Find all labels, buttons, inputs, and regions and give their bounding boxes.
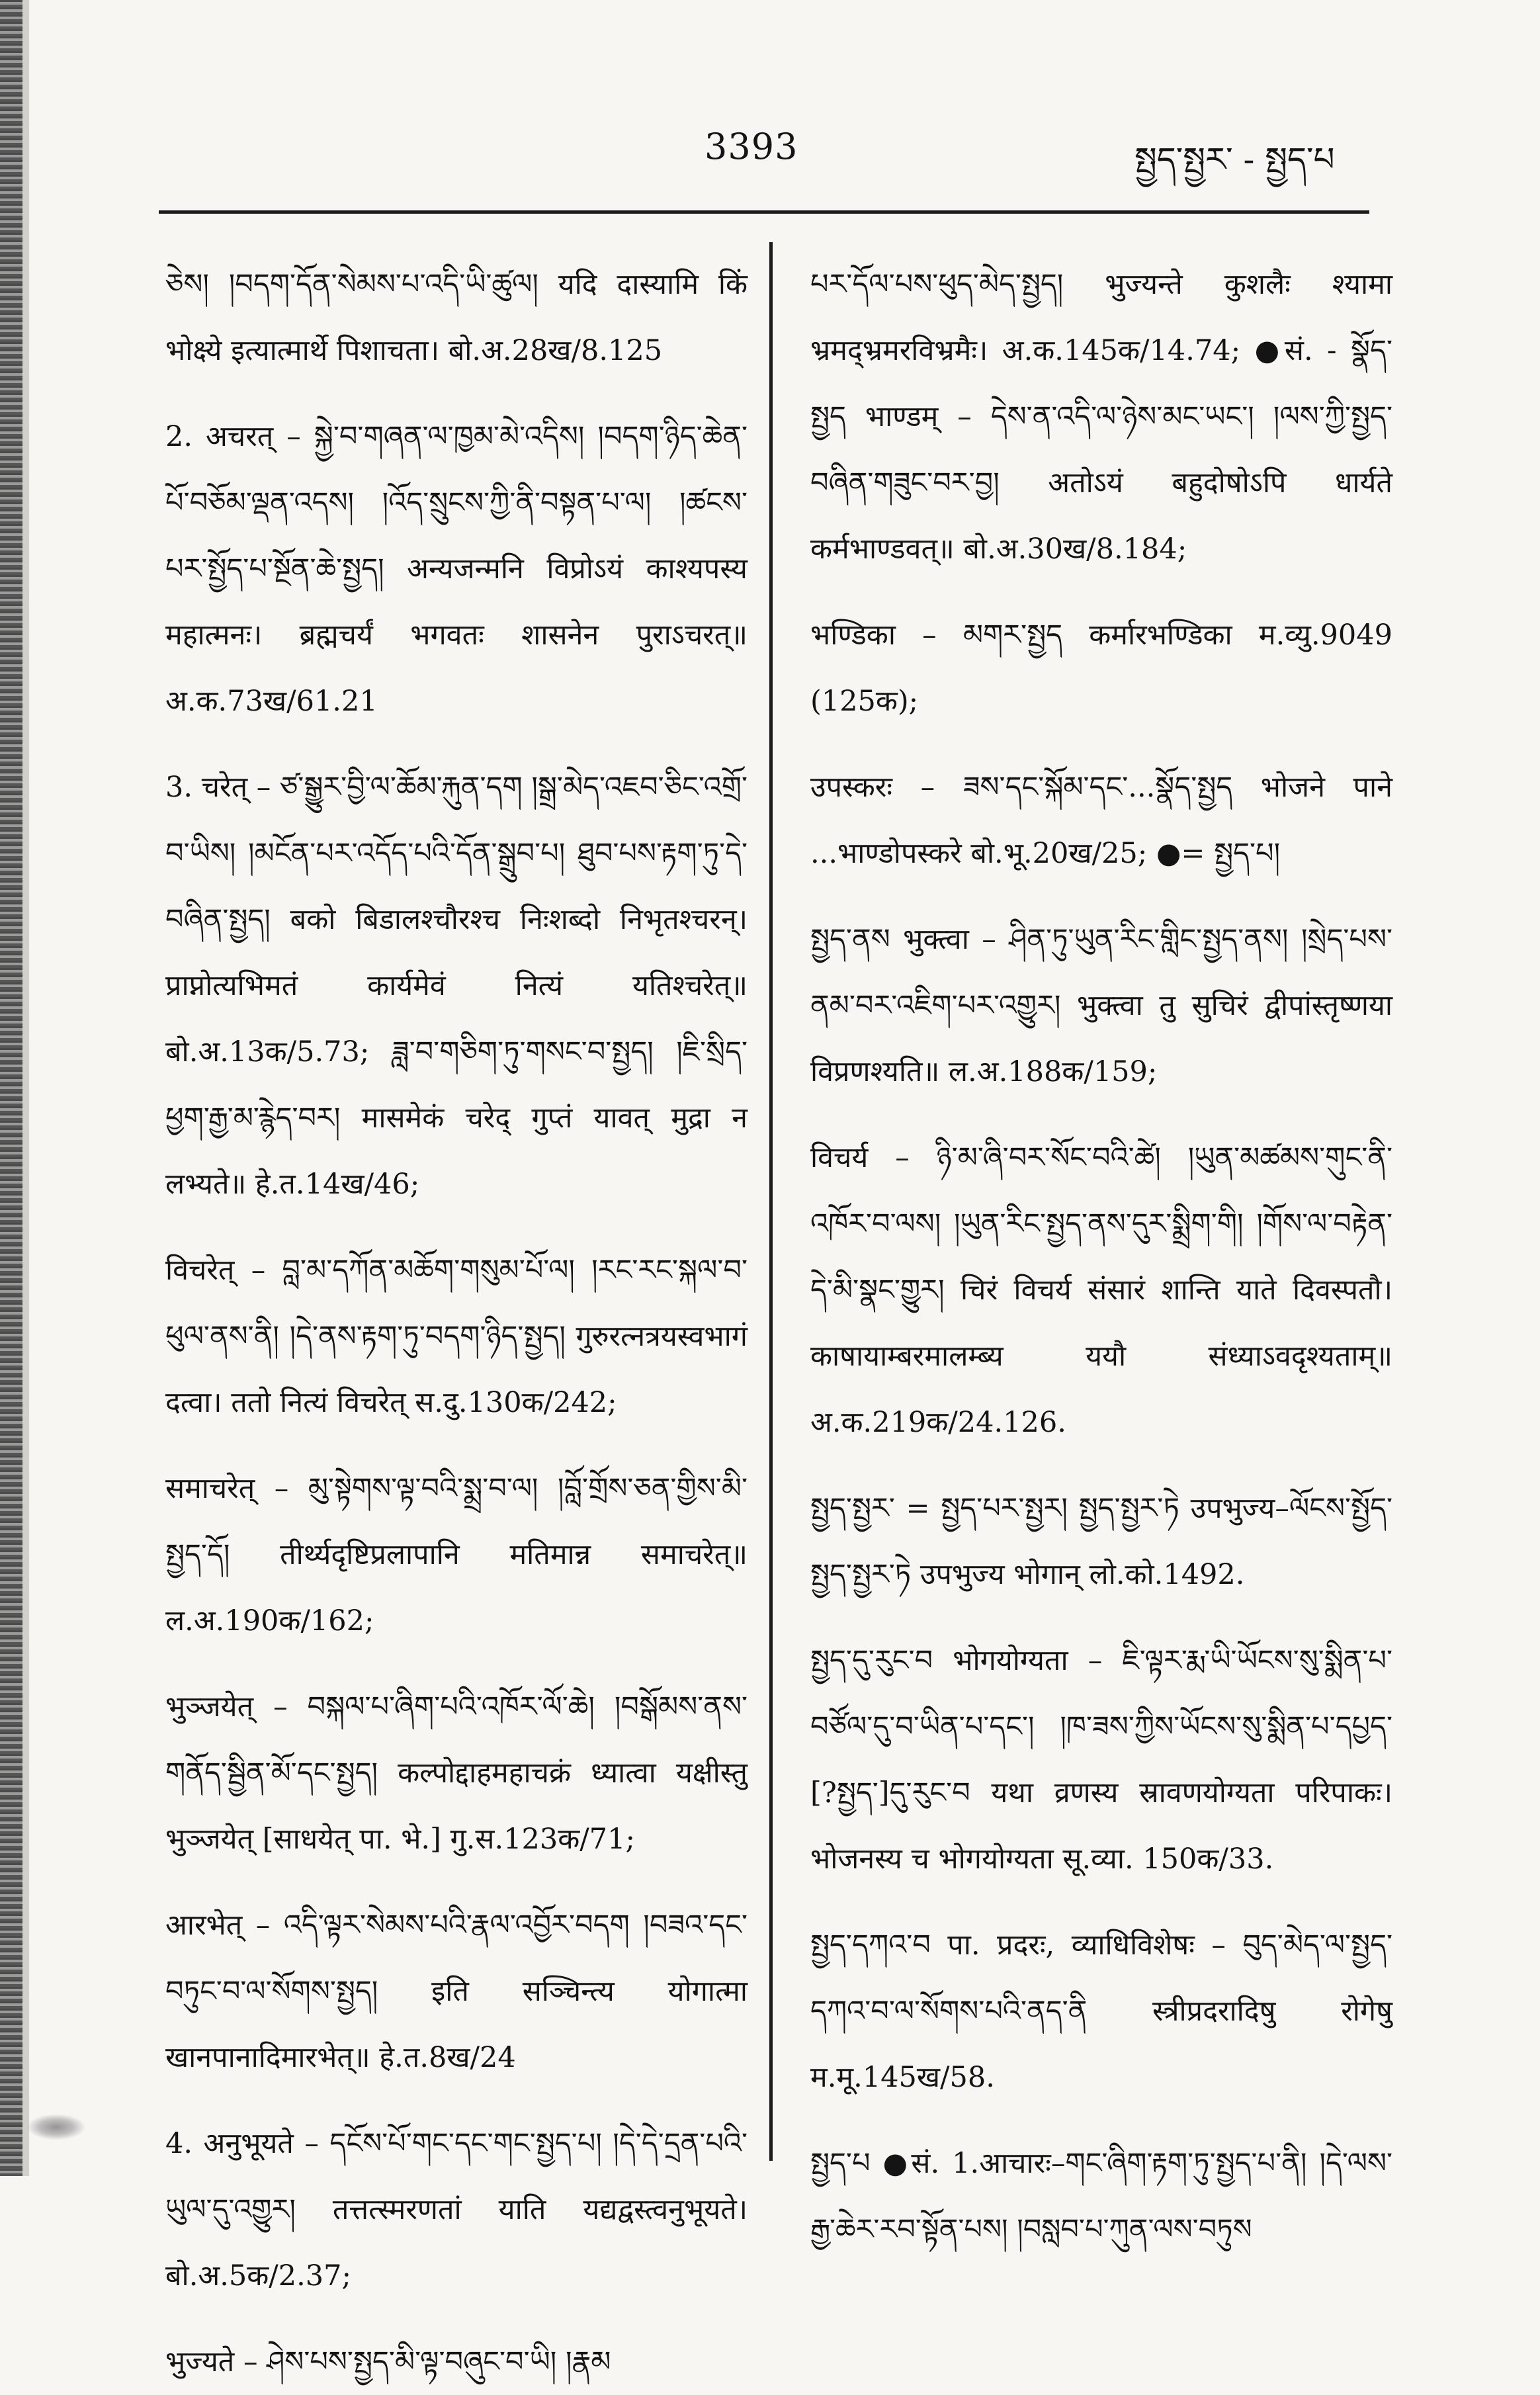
right-para-1: པར་དོལ་པས་ཕུད་མེད་སྤྱད། भुज्यन्ते कुशलैः श्यामा भ्रमद्भ्रमरविभ्रमैः। अ.क.145क/14.74; ●सं. - སྣོད་སྤྱད भाण्डम् – དེས་ན་འདི་ལ་ཉེས་མང་ཡང་། །ལས་ཀྱི་སྤྱད་བཞིན་གཟུང་བར་བྱ། अतोऽयं बहुदोषोऽपि धार्यते कर्मभाण्डवत्॥ बो.अ.30ख/8.184; xyxy=(810,268,1392,566)
scan-binding-edge xyxy=(0,0,22,2176)
right-para-3: उपस्करः – ཟས་དང་སྐོམ་དང་...སྣོད་སྤྱད भोजने पाने ...भाण्डोपस्करे बो.भू.20ख/25; ●= སྤྱད་པ། xyxy=(810,771,1392,870)
column-divider xyxy=(769,242,773,2161)
entry-acara: སྤྱད་པ ●सं. 1.आचारः–གང་ཞིག་རྟག་ཏུ་སྤྱད་པ་ནི། །དེ་ལས་རྒྱ་ཆེར་རབ་སྟོན་པས། །བསླབ་པ་ཀུན་ལས་བཏུས xyxy=(810,2147,1392,2246)
left-para-4: विचरेत् – བླ་མ་དཀོན་མཆོག་གསུམ་པོ་ལ། །རང་རང་སྐལ་བ་ཕུལ་ནས་ནི། །དེ་ནས་རྟག་ཏུ་བདག་ཉིད་སྤྱད། गुरुरत्नत्रयस्वभागं दत्वा। ततो नित्यं विचरेत् स.दु.130क/242; xyxy=(165,1254,748,1419)
entry-upabhujya: སྤྱད་སྤྱར་ = སྤྱད་པར་སྤྱར། སྤྱད་སྤྱར་ཏེ उपभुज्य–ལོངས་སྤྱོད་སྤྱད་སྤྱར་ཏེ उपभुज्य भोगान् लो.को.1492. xyxy=(810,1492,1392,1591)
left-para-2: 2. अचरत् – སྐྱེ་བ་གཞན་ལ་ཁྱམ་མེ་འདིས། །བདག་ཉིད་ཆེན་པོ་བཅོམ་ལྡན་འདས། །འོད་སྲུངས་ཀྱི་ནི་བསྟན་པ་ལ། །ཚངས་པར་སྤྱོད་པ་སྔོན་ཆེ་སྤྱད། अन्यजन्मनि विप्रोऽयं काश्यपस्य महात्मनः। ब्रह्मचर्यं भगवतः शासनेन पुराऽचरत्॥ अ.क.73ख/61.21 xyxy=(165,420,748,718)
header-rule xyxy=(159,210,1369,214)
scan-binding-shadow xyxy=(22,0,29,2176)
entry-bhogayogyata: སྤྱད་དུ་རུང་བ भोगयोग्यता – ཇི་ལྟར་རྨ་ཡི་ཡོངས་སུ་སྨིན་པ་བཙོལ་དུ་བ་ཡིན་པ་དང་། །ཁ་ཟས་ཀྱིས་ཡོངས་སུ་སྨིན་པ་དཔྱད་[?སྤྱད་]དུ་རུང་བ यथा व्रणस्य स्रावणयोग्यता परिपाकः। भोजनस्य च भोगयोग्यता सू.व्या. 150क/33. xyxy=(810,1644,1392,1876)
running-head: སྤྱད་སྤྱར་ - སྤྱད་པ xyxy=(1134,140,1335,179)
left-column xyxy=(165,251,748,2378)
left-para-9: भुज्यते – ཤེས་པས་སྤྱད་མི་ལྟ་བཞུང་བ་ཡི། །རྣམ xyxy=(165,2345,611,2378)
right-para-2: भण्डिका – མགར་སྤྱད कर्मारभण्डिका म.व्यु.9049 (125क); xyxy=(810,619,1392,718)
page-number: 3393 xyxy=(705,126,798,167)
left-para-3: 3. चरेत् – ཙ་སྒྱུར་བྱི་ལ་ཆོམ་རྐུན་དག །སྒྲ་མེད་འཇབ་ཅིང་འགྲོ་བ་ཡིས། །མངོན་པར་འདོད་པའི་དོན་སྒྲུབ་པ། ཐུབ་པས་རྟག་ཏུ་དེ་བཞིན་སྤྱད། बको बिडालश्चौरश्च निःशब्दो निभृतश्चरन्। प्राप्नोत्यभिमतं कार्यमेवं नित्यं यतिश्चरेत्॥ बो.अ.13क/5.73; ཟླ་བ་གཅིག་ཏུ་གསང་བ་སྤྱད། །ཇི་སྲིད་ཕྱག་རྒྱ་མ་རྙེད་བར། मासमेकं चरेद् गुप्तं यावत् मुद्रा न लभ्यते॥ हे.त.14ख/46; xyxy=(165,771,748,1201)
left-para-8: 4. अनुभूयते – དངོས་པོ་གང་དང་གང་སྤྱད་པ། །དེ་དེ་དྲན་པའི་ཡུལ་དུ་འགྱུར། तत्तत्स्मरणतां याति यद्यद्वस्त्वनुभूयते। बो.अ.5क/2.37; xyxy=(165,2127,748,2292)
entry-bhuktva: སྤྱད་ནས भुक्त्वा – ཤིན་ཏུ་ཡུན་རིང་གླིང་སྤྱད་ནས། །སྲེད་པས་ནམ་བར་འཇིག་པར་འགྱུར། भुक्त्वा तु सुचिरं द्वीपांस्तृष्णया विप्रणश्यति॥ ल.अ.188क/159; xyxy=(810,923,1392,1088)
scan-artifact xyxy=(26,2114,86,2140)
left-para-5: समाचरेत् – མུ་སྟེགས་ལྟ་བའི་སྨྲ་བ་ལ། །བློ་གྲོས་ཅན་གྱིས་མི་སྤྱད་དོ། तीर्थ्यदृष्टिप्रलापानि मतिमान्न समाचरेत्॥ ल.अ.190क/162; xyxy=(165,1472,748,1637)
left-para-6: भुञ्जयेत् – བསྐལ་པ་ཞིག་པའི་འཁོར་ལོ་ཆེ། །བསྒོམས་ནས་གནོད་སྦྱིན་མོ་དང་སྤྱད། कल्पोद्दाहमहाचक्रं ध्यात्वा यक्षीस्तु भुञ्जयेत् [साधयेत् पा. भे.] गु.स.123क/71; xyxy=(165,1690,748,1856)
left-para-1: ཅེས། །བདག་དོན་སེམས་པ་འདི་ཡི་ཚུལ། यदि दास्यामि किं भोक्ष्ये इत्यात्मार्थे पिशाचता। बो.अ.28ख/8.125 xyxy=(165,268,748,367)
right-column xyxy=(810,251,1392,2246)
entry-pradara: སྤྱད་དཀའ་བ पा. प्रदरः, व्याधिविशेषः – བུད་མེད་ལ་སྤྱད་དཀའ་བ་ལ་སོགས་པའི་ནད་ནི स्त्रीप्रदरादिषु रोगेषु म.मू.145ख/58. xyxy=(810,1929,1392,2094)
left-para-7: आरभेत् – འདི་ལྟར་སེམས་པའི་རྣལ་འབྱོར་བདག །བཟའ་དང་བཏུང་བ་ལ་སོགས་སྤྱད། इति सञ्चिन्त्य योगात्मा खानपानादिमारभेत्॥ हे.त.8ख/24 xyxy=(165,1909,748,2074)
right-para-5: विचर्य – ཉི་མ་ཞི་བར་སོང་བའི་ཚེ། །ཡུན་མཚམས་གུང་ནི་འཁོར་བ་ལས། །ཡུན་རིང་སྤྱད་ནས་དུར་སྨྲིག་གི། །གོས་ལ་བརྟེན་དེ་མི་སྣང་གྱུར། चिरं विचर्य संसारं शान्ति याते दिवस्पतौ। काषायाम्बरमालम्ब्य ययौ संध्याऽवदृश्यताम्॥ अ.क.219क/24.126. xyxy=(810,1141,1392,1439)
